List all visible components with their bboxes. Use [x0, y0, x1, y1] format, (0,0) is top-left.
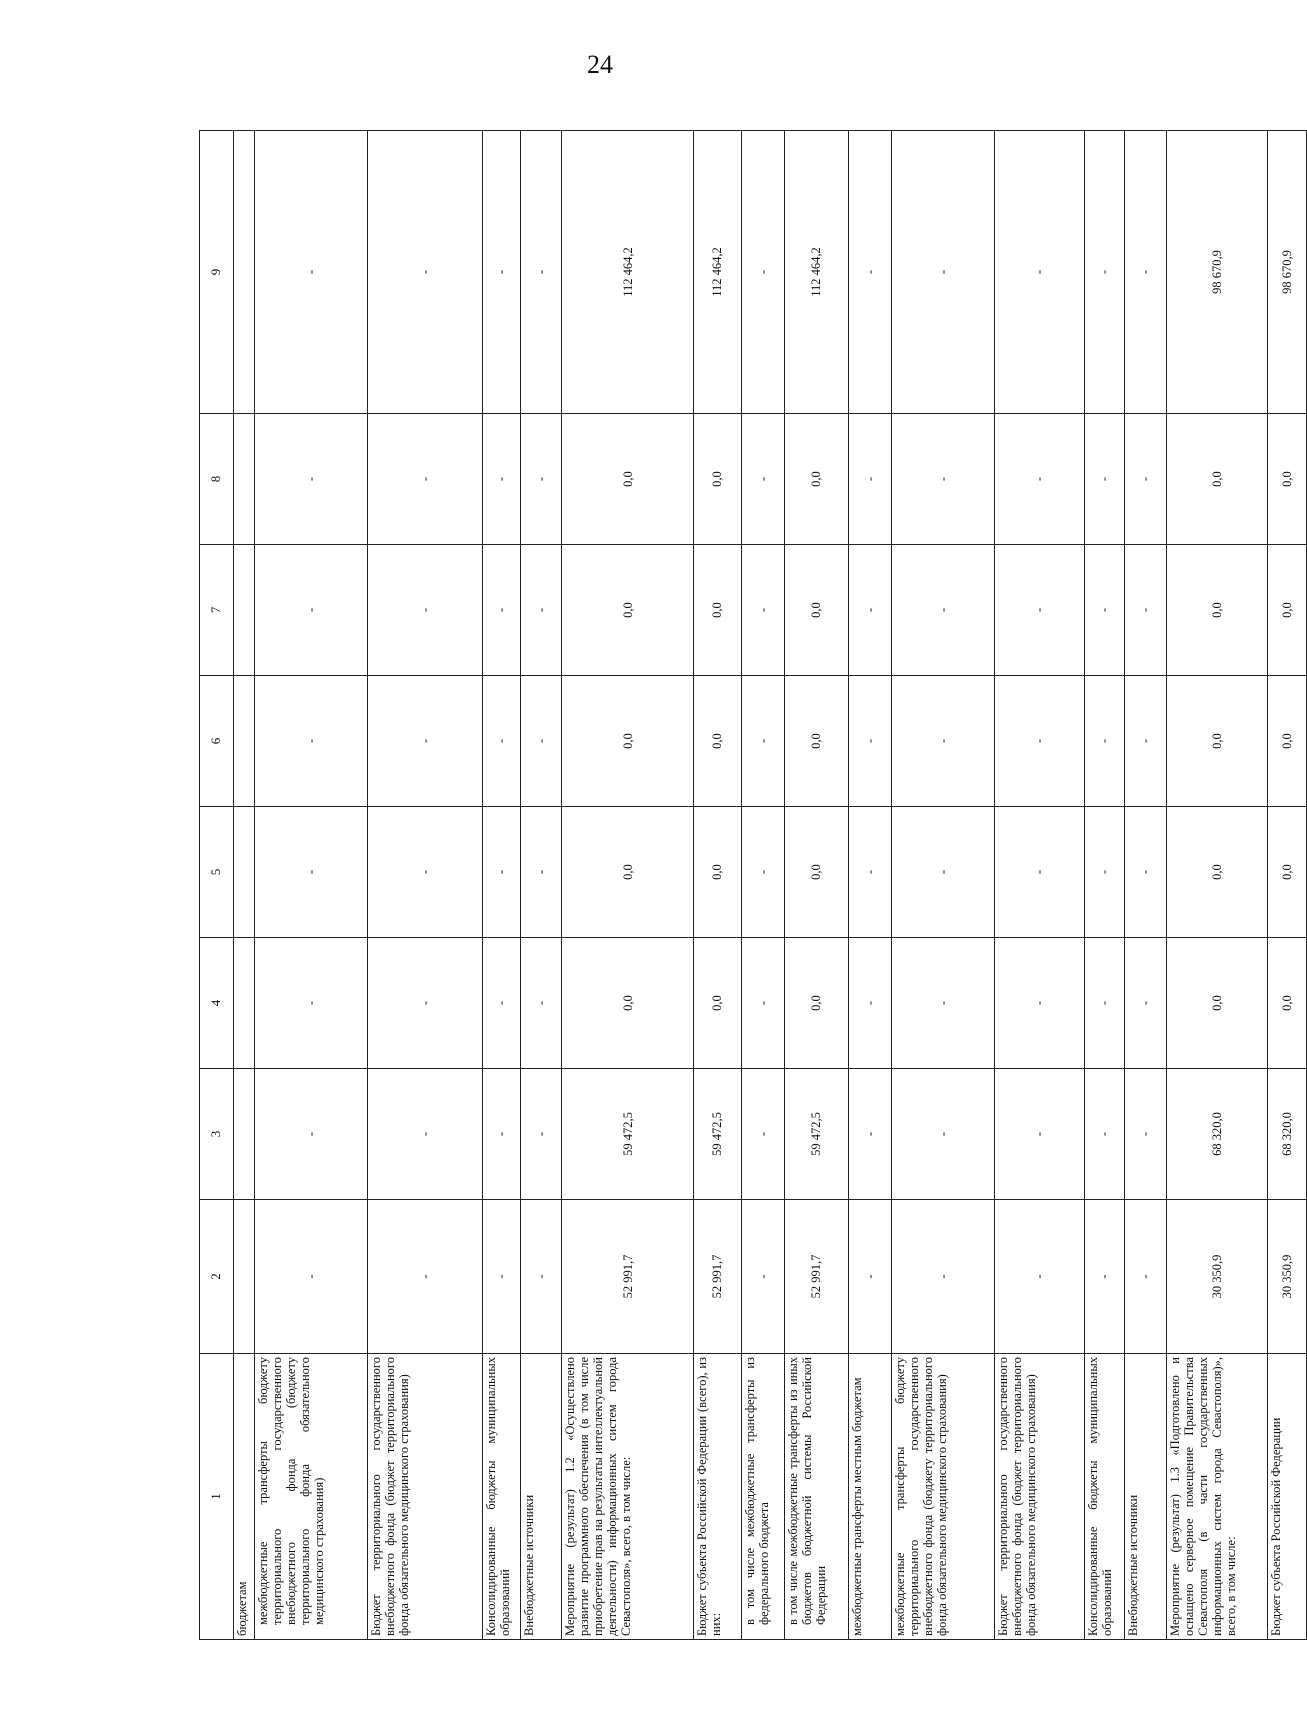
value-cell — [234, 414, 255, 545]
value-cell: 59 472,5 — [784, 1069, 848, 1200]
value-cell: - — [994, 1200, 1084, 1354]
value-cell: 0,0 — [784, 545, 848, 676]
row-label: Внебюджетные источники — [520, 1354, 562, 1640]
column-number: 8 — [200, 414, 234, 545]
column-number: 4 — [200, 938, 234, 1069]
value-cell: 0,0 — [1267, 414, 1306, 545]
page-number: 24 — [587, 50, 613, 79]
value-cell: - — [1084, 1200, 1125, 1354]
row-label: бюджетам — [234, 1354, 255, 1640]
row-label: Мероприятие (результат) 1.2 «Осуществлено развитие программного обеспечения (в том числе приобретение прав на результаты интеллектуальной деятельности) информационных систем города Севастополя», всего, в том числе: — [562, 1354, 693, 1640]
value-cell: 0,0 — [1166, 676, 1267, 807]
value-cell: 0,0 — [1267, 545, 1306, 676]
value-cell: - — [994, 938, 1084, 1069]
value-cell: 0,0 — [693, 545, 741, 676]
value-cell: 0,0 — [1267, 807, 1306, 938]
value-cell: 0,0 — [784, 807, 848, 938]
value-cell — [234, 1069, 255, 1200]
value-cell: - — [741, 1069, 784, 1200]
value-cell: - — [994, 807, 1084, 938]
value-cell: - — [482, 414, 520, 545]
column-number: 5 — [200, 807, 234, 938]
value-cell: - — [1125, 545, 1167, 676]
row-label: Бюджет субъекта Российской Федерации — [1267, 1354, 1306, 1640]
value-cell: - — [255, 807, 368, 938]
table-row — [848, 131, 891, 1640]
value-cell: - — [255, 1069, 368, 1200]
value-cell: - — [1084, 1069, 1125, 1200]
row-label: Внебюджетные источники — [1125, 1354, 1167, 1640]
value-cell: 98 670,9 — [1166, 131, 1267, 414]
value-cell: - — [891, 414, 994, 545]
value-cell: - — [1084, 807, 1125, 938]
value-cell: - — [848, 676, 891, 807]
value-cell: - — [1084, 676, 1125, 807]
value-cell — [234, 545, 255, 676]
value-cell: 30 350,9 — [1166, 1200, 1267, 1354]
table-row — [741, 131, 784, 1640]
value-cell: - — [520, 414, 562, 545]
value-cell: - — [1125, 938, 1167, 1069]
value-cell: 0,0 — [693, 938, 741, 1069]
column-number: 1 — [200, 1354, 234, 1640]
value-cell: - — [255, 131, 368, 414]
value-cell: - — [368, 545, 482, 676]
row-label: Консолидированные бюджеты муниципальных образований — [482, 1354, 520, 1640]
value-cell: 0,0 — [562, 676, 693, 807]
value-cell: 52 991,7 — [693, 1200, 741, 1354]
value-cell: - — [1084, 938, 1125, 1069]
value-cell: 59 472,5 — [562, 1069, 693, 1200]
table-row — [368, 131, 482, 1640]
value-cell: - — [741, 131, 784, 414]
value-cell: 112 464,2 — [562, 131, 693, 414]
table-row — [1166, 131, 1267, 1640]
value-cell: - — [482, 807, 520, 938]
value-cell: - — [255, 414, 368, 545]
value-cell: 30 350,9 — [1267, 1200, 1306, 1354]
value-cell: 0,0 — [562, 807, 693, 938]
value-cell: 0,0 — [562, 545, 693, 676]
value-cell: - — [1125, 1069, 1167, 1200]
value-cell: - — [891, 807, 994, 938]
value-cell: 0,0 — [562, 414, 693, 545]
value-cell: - — [1084, 131, 1125, 414]
value-cell: - — [891, 676, 994, 807]
value-cell: - — [255, 938, 368, 1069]
value-cell: - — [368, 676, 482, 807]
row-label: в том числе межбюджетные трансферты из иных бюджетов бюджетной системы Российской Федерации — [784, 1354, 848, 1640]
row-label: Бюджет территориального государственного внебюджетного фонда (бюджет территориального фонда обязательного медицинского страхования) — [368, 1354, 482, 1640]
table-row — [482, 131, 520, 1640]
value-cell: 0,0 — [784, 938, 848, 1069]
table-row — [891, 131, 994, 1640]
value-cell — [234, 1200, 255, 1354]
value-cell: 68 320,0 — [1267, 1069, 1306, 1200]
value-cell: - — [891, 545, 994, 676]
table-row — [994, 131, 1084, 1640]
column-number: 3 — [200, 1069, 234, 1200]
value-cell: 0,0 — [562, 938, 693, 1069]
value-cell: 0,0 — [1166, 414, 1267, 545]
value-cell: 112 464,2 — [784, 131, 848, 414]
column-number-row — [200, 131, 234, 1640]
row-label: в том числе межбюджетные трансферты из федерального бюджета — [741, 1354, 784, 1640]
value-cell: 0,0 — [784, 676, 848, 807]
table-row — [1267, 131, 1306, 1640]
table-row — [562, 131, 693, 1640]
value-cell: - — [848, 545, 891, 676]
value-cell: - — [255, 1200, 368, 1354]
value-cell: 0,0 — [1267, 938, 1306, 1069]
table-row — [234, 131, 255, 1640]
value-cell: - — [520, 807, 562, 938]
value-cell: - — [482, 545, 520, 676]
value-cell: - — [891, 131, 994, 414]
budget-table — [199, 130, 1307, 1640]
value-cell: - — [994, 545, 1084, 676]
table-row — [784, 131, 848, 1640]
value-cell: - — [520, 545, 562, 676]
value-cell: 0,0 — [784, 414, 848, 545]
row-label: межбюджетные трансферты бюджету территориального государственного внебюджетного фонда (бюджету территориального фонда обязательного медицинского страхования) — [891, 1354, 994, 1640]
value-cell: - — [368, 938, 482, 1069]
value-cell: 0,0 — [693, 807, 741, 938]
value-cell: - — [255, 545, 368, 676]
value-cell: - — [1125, 1200, 1167, 1354]
column-number: 7 — [200, 545, 234, 676]
column-number: 9 — [200, 131, 234, 414]
value-cell: 112 464,2 — [693, 131, 741, 414]
value-cell: 98 670,9 — [1267, 131, 1306, 414]
value-cell: - — [848, 414, 891, 545]
value-cell — [234, 676, 255, 807]
value-cell: - — [520, 1200, 562, 1354]
value-cell: 0,0 — [1166, 545, 1267, 676]
value-cell: - — [891, 938, 994, 1069]
row-label: Бюджет субъекта Российской Федерации (всего), из них: — [693, 1354, 741, 1640]
table-row — [520, 131, 562, 1640]
value-cell: - — [741, 414, 784, 545]
value-cell: - — [482, 1200, 520, 1354]
value-cell: - — [1125, 676, 1167, 807]
value-cell: - — [482, 131, 520, 414]
value-cell: - — [994, 676, 1084, 807]
value-cell: - — [368, 131, 482, 414]
value-cell: - — [1125, 807, 1167, 938]
value-cell: - — [891, 1069, 994, 1200]
value-cell — [234, 131, 255, 414]
table-row — [1084, 131, 1125, 1640]
value-cell: 0,0 — [1166, 807, 1267, 938]
value-cell: - — [520, 938, 562, 1069]
table-row — [1125, 131, 1167, 1640]
value-cell: - — [368, 414, 482, 545]
value-cell — [234, 938, 255, 1069]
table-row — [693, 131, 741, 1640]
column-number: 2 — [200, 1200, 234, 1354]
value-cell: - — [255, 676, 368, 807]
value-cell: 0,0 — [1267, 676, 1306, 807]
value-cell: - — [741, 545, 784, 676]
table-body — [234, 131, 1307, 1640]
value-cell: - — [368, 807, 482, 938]
value-cell: - — [482, 938, 520, 1069]
value-cell: - — [741, 1200, 784, 1354]
value-cell: 68 320,0 — [1166, 1069, 1267, 1200]
value-cell: - — [368, 1200, 482, 1354]
value-cell: - — [994, 1069, 1084, 1200]
value-cell: 0,0 — [1166, 938, 1267, 1069]
value-cell: - — [891, 1200, 994, 1354]
value-cell: - — [994, 131, 1084, 414]
row-label: межбюджетные трансферты местным бюджетам — [848, 1354, 891, 1640]
value-cell: - — [994, 414, 1084, 545]
value-cell: 59 472,5 — [693, 1069, 741, 1200]
value-cell: - — [482, 1069, 520, 1200]
value-cell: 52 991,7 — [562, 1200, 693, 1354]
value-cell: - — [848, 1200, 891, 1354]
table-row — [255, 131, 368, 1640]
value-cell: - — [741, 807, 784, 938]
value-cell: - — [741, 676, 784, 807]
row-label: межбюджетные трансферты бюджету территориального государственного внебюджетного фонда (бюджету территориального фонда обязательного медицинского страхования) — [255, 1354, 368, 1640]
value-cell: - — [1084, 545, 1125, 676]
value-cell: - — [520, 676, 562, 807]
value-cell: - — [482, 676, 520, 807]
value-cell: - — [848, 1069, 891, 1200]
row-label: Мероприятие (результат) 1.3 «Подготовлено и оснащено серверное помещение Правительства Севастополя (в части государственных информационных систем города Севастополя)», всего, в том числе: — [1166, 1354, 1267, 1640]
value-cell: 52 991,7 — [784, 1200, 848, 1354]
row-label: Бюджет территориального государственного внебюджетного фонда (бюджет территориального фонда обязательного медицинского страхования) — [994, 1354, 1084, 1640]
value-cell: - — [848, 938, 891, 1069]
value-cell: - — [741, 938, 784, 1069]
value-cell: - — [848, 807, 891, 938]
rotated-table-container — [199, 131, 1307, 1640]
value-cell: - — [1125, 414, 1167, 545]
value-cell: 0,0 — [693, 676, 741, 807]
value-cell: - — [1084, 414, 1125, 545]
row-label: Консолидированные бюджеты муниципальных образований — [1084, 1354, 1125, 1640]
value-cell: - — [520, 131, 562, 414]
value-cell: - — [1125, 131, 1167, 414]
value-cell: - — [848, 131, 891, 414]
column-number: 6 — [200, 676, 234, 807]
value-cell: 0,0 — [693, 414, 741, 545]
value-cell: - — [368, 1069, 482, 1200]
value-cell — [234, 807, 255, 938]
value-cell: - — [520, 1069, 562, 1200]
